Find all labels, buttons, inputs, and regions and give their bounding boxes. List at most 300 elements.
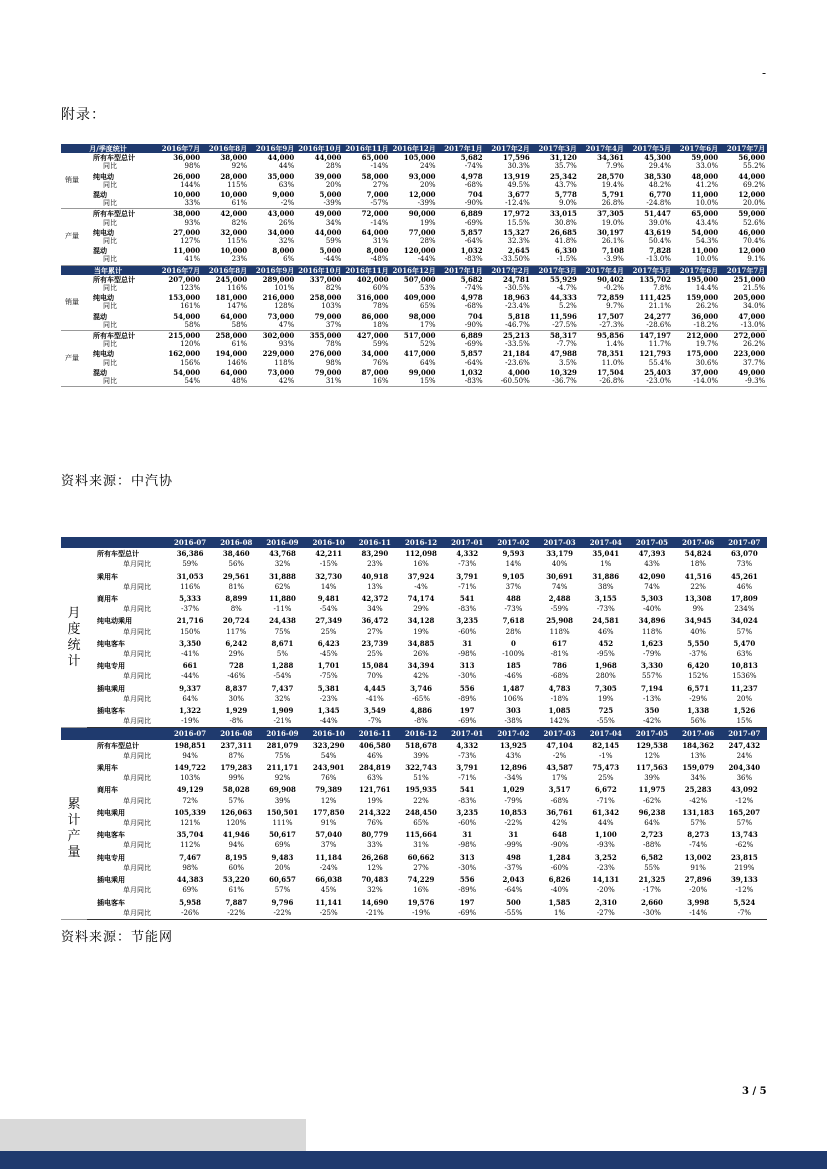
data-cell: 30,691 — [546, 571, 573, 581]
data-cell: 31,888 — [269, 571, 296, 581]
row-label: 所有车型总计 — [97, 740, 139, 750]
data-cell: 234% — [734, 605, 755, 614]
data-cell: 46,000 — [738, 227, 766, 237]
data-cell: 32,000 — [220, 227, 248, 237]
data-cell: 31,886 — [592, 571, 620, 581]
data-cell: 48,000 — [691, 171, 719, 181]
data-cell: 11.7% — [648, 340, 672, 349]
data-cell: 8,195 — [225, 852, 248, 862]
data-cell: -89% — [458, 694, 477, 703]
data-cell: 15.5% — [507, 218, 530, 227]
data-cell: 56,000 — [738, 153, 766, 163]
data-cell: -88% — [643, 841, 661, 850]
data-cell: 7,828 — [649, 246, 672, 256]
data-cell: -75% — [319, 672, 338, 681]
data-cell: 46% — [367, 751, 383, 760]
row-label: 所有车型总计 — [93, 209, 135, 219]
data-cell: -20% — [596, 886, 615, 895]
data-cell: 42,211 — [315, 549, 343, 559]
data-cell: 80,779 — [361, 830, 389, 840]
data-cell: 55.4% — [648, 358, 672, 367]
data-cell: -33.50% — [485, 255, 532, 265]
data-cell: -83% — [458, 605, 477, 614]
data-cell: 20% — [736, 694, 753, 703]
data-cell: 118% — [549, 627, 570, 636]
data-cell: 12% — [644, 751, 660, 760]
data-cell: 45,261 — [730, 571, 758, 581]
column-header: 2017年4月 — [579, 265, 626, 275]
data-cell: 47% — [249, 321, 296, 331]
data-cell: 7,108 — [602, 246, 624, 256]
data-cell: 6,826 — [548, 875, 571, 885]
data-cell: 93% — [278, 340, 295, 349]
data-cell: 41,516 — [684, 571, 712, 581]
data-cell: 31 — [508, 830, 519, 840]
row-label: 纯电动乘用 — [97, 616, 132, 626]
data-cell: 4,332 — [456, 740, 479, 750]
data-cell: 98% — [182, 863, 198, 872]
data-cell: 8,000 — [366, 246, 389, 256]
data-cell: 64% — [644, 819, 660, 828]
table-row — [61, 284, 767, 293]
data-cell: -73% — [458, 560, 477, 569]
data-cell: -74% — [464, 284, 483, 293]
column-header: 2016年9月 — [249, 144, 296, 153]
data-cell: 39,133 — [730, 875, 758, 885]
data-cell: 44,333 — [550, 293, 577, 303]
data-cell: 1,623 — [641, 638, 663, 648]
data-cell: 4,886 — [410, 706, 432, 716]
data-cell: 5,000 — [319, 246, 342, 256]
data-cell: 1.4% — [606, 340, 624, 349]
data-cell: 30,197 — [597, 227, 624, 237]
data-cell: 12% — [367, 863, 383, 872]
data-cell: 56% — [675, 716, 721, 728]
data-cell: 77,000 — [408, 227, 436, 237]
data-cell: 21.5% — [742, 284, 766, 293]
data-cell: 207,000 — [168, 274, 201, 284]
data-cell: 92% — [274, 774, 291, 783]
data-cell: 60% — [228, 863, 245, 872]
table-row — [61, 852, 767, 863]
data-cell: 58% — [202, 321, 249, 331]
data-cell: 17,507 — [597, 311, 624, 321]
data-cell: 44,000 — [314, 153, 342, 163]
data-cell: 229,000 — [262, 349, 295, 359]
data-cell: -90% — [438, 199, 485, 209]
table-row — [61, 340, 767, 349]
data-cell: 73,000 — [267, 311, 295, 321]
data-cell: 197 — [459, 897, 475, 907]
data-cell: 23,739 — [361, 638, 389, 648]
data-cell: -30.5% — [505, 284, 530, 293]
data-cell: 65% — [413, 819, 429, 828]
row-label: 纯电动 — [93, 349, 114, 359]
data-cell: 59% — [325, 237, 342, 246]
data-cell: -33.5% — [505, 340, 530, 349]
data-cell: 13,919 — [502, 171, 530, 181]
data-cell: 7.9% — [606, 162, 624, 171]
data-cell: 313 — [459, 661, 475, 671]
data-cell: 22% — [690, 582, 706, 591]
data-cell: 54,000 — [691, 227, 719, 237]
data-cell: 198,851 — [174, 740, 206, 750]
data-cell: 6,242 — [225, 638, 248, 648]
data-cell: 8,000 — [272, 246, 295, 256]
data-cell: -14% — [675, 908, 721, 920]
data-cell: 251,000 — [733, 274, 766, 284]
row-label: 单月同比 — [123, 672, 151, 681]
column-header: 2016-12 — [398, 728, 444, 740]
data-cell: 94% — [228, 841, 245, 850]
table-row — [61, 762, 767, 773]
data-cell: 22% — [413, 796, 429, 805]
column-header: 2017-06 — [675, 537, 721, 548]
table-row — [61, 784, 767, 795]
data-cell: -22% — [259, 908, 305, 920]
data-cell: 12,000 — [738, 190, 766, 200]
row-label: 单月同比 — [123, 819, 151, 828]
data-cell: 1,032 — [460, 367, 483, 377]
data-cell: 245,000 — [215, 274, 248, 284]
column-header: 2017年7月 — [720, 144, 767, 153]
data-cell: 30% — [228, 694, 245, 703]
data-cell: 7.8% — [653, 284, 672, 293]
data-cell: 43,000 — [267, 209, 295, 219]
data-cell: -44% — [390, 255, 437, 265]
data-cell: 43,092 — [730, 785, 758, 795]
table-row — [61, 807, 767, 818]
column-header: 2016-11 — [352, 728, 398, 740]
data-cell: -0.2% — [603, 284, 624, 293]
data-cell: 3,235 — [456, 807, 479, 817]
data-cell: 162,000 — [168, 349, 201, 359]
data-cell: -23.6% — [505, 358, 530, 367]
data-cell: 725 — [598, 706, 614, 716]
data-cell: 402,000 — [356, 274, 389, 284]
data-cell: -42% — [689, 796, 708, 805]
data-cell: 30.8% — [554, 218, 577, 227]
data-cell: -98% — [458, 841, 477, 850]
data-cell: 101% — [274, 284, 295, 293]
row-label: 单月同比 — [123, 605, 151, 614]
data-cell: 45% — [320, 886, 337, 895]
data-cell: 0 — [510, 638, 516, 648]
column-header: 2016年12月 — [392, 265, 436, 275]
data-cell: -12% — [735, 886, 754, 895]
data-cell: -68% — [464, 180, 483, 189]
data-cell: 69,908 — [269, 785, 296, 795]
data-cell: 27,349 — [315, 616, 343, 626]
data-cell: -46.7% — [485, 321, 532, 331]
data-cell: 31% — [413, 841, 429, 850]
data-cell: 13% — [690, 751, 706, 760]
data-cell: 55% — [644, 863, 660, 872]
data-cell: 70,483 — [361, 875, 389, 885]
column-header: 2017-07 — [721, 537, 767, 548]
data-cell: 11,237 — [730, 683, 758, 693]
data-cell: 556 — [459, 683, 475, 693]
data-cell: -2% — [552, 751, 567, 760]
data-cell: 1,085 — [548, 706, 571, 716]
column-header: 2016-07 — [167, 728, 213, 740]
page-mark: - — [762, 66, 767, 80]
data-cell: 99,000 — [408, 367, 436, 377]
data-cell: 33.0% — [695, 162, 719, 171]
data-cell: 1,701 — [317, 661, 340, 671]
data-cell: 76% — [367, 819, 383, 828]
column-header: 2016年10月 — [298, 144, 342, 153]
data-cell: 54% — [155, 377, 202, 387]
data-cell: -14% — [370, 218, 389, 227]
data-cell: 42% — [551, 819, 568, 828]
data-cell: -37% — [181, 605, 200, 614]
data-cell: 11,975 — [638, 785, 666, 795]
data-cell: 58,317 — [550, 331, 577, 341]
data-cell: 5,000 — [319, 190, 342, 200]
row-label: 单月同比 — [123, 886, 151, 895]
row-label: 单月同比 — [123, 774, 151, 783]
row-label: 同比 — [103, 218, 117, 227]
table-row — [61, 649, 767, 660]
data-cell: 40% — [551, 560, 568, 569]
data-cell: 197 — [459, 706, 475, 716]
data-cell: -73% — [596, 605, 615, 614]
data-cell: 8,273 — [687, 830, 710, 840]
data-cell: -34% — [504, 774, 523, 783]
data-cell: 9,337 — [179, 683, 202, 693]
data-cell: 64,000 — [220, 311, 248, 321]
data-cell: 11,184 — [315, 852, 343, 862]
data-cell: 128% — [274, 302, 295, 311]
table-row — [61, 199, 767, 209]
data-cell: 488 — [506, 594, 521, 604]
data-cell: 541 — [459, 594, 475, 604]
data-cell: 284,819 — [359, 763, 391, 773]
data-cell: 74% — [644, 582, 660, 591]
data-cell: 6,770 — [649, 190, 672, 200]
data-cell: 39.0% — [648, 218, 672, 227]
data-cell: -39% — [296, 199, 343, 209]
row-label: 纯电乘用 — [97, 807, 125, 817]
data-cell: 65,000 — [361, 153, 389, 163]
data-cell: 49,129 — [176, 785, 204, 795]
data-cell: 11,000 — [173, 246, 201, 256]
data-cell: 50,617 — [269, 830, 296, 840]
row-label: 同比 — [103, 162, 117, 171]
data-cell: 1,585 — [548, 897, 571, 907]
data-cell: 86,000 — [361, 311, 389, 321]
data-cell: -26.8% — [579, 377, 626, 387]
group-label: 产量 — [61, 209, 83, 265]
data-cell: 9,593 — [502, 549, 525, 559]
row-label: 单月同比 — [123, 863, 151, 872]
data-cell: -68% — [550, 796, 569, 805]
data-cell: 27% — [413, 863, 429, 872]
column-header: 2017-07 — [721, 728, 767, 740]
data-cell: 24% — [736, 751, 753, 760]
data-cell: 103% — [180, 774, 201, 783]
row-label: 单月同比 — [123, 751, 151, 760]
data-cell: 34,128 — [407, 616, 435, 626]
data-cell: 49,000 — [738, 367, 766, 377]
column-header: 2017年5月 — [626, 144, 673, 153]
data-cell: 39% — [413, 751, 429, 760]
data-cell: 25,283 — [684, 785, 712, 795]
group-label: 月 度 统 计 — [61, 548, 87, 728]
data-cell: 123% — [180, 284, 201, 293]
data-cell: 34,361 — [597, 153, 624, 163]
data-cell: 59,000 — [738, 209, 766, 219]
row-label: 纯电专用 — [97, 661, 125, 671]
data-cell: 19% — [598, 694, 614, 703]
data-cell: 8,899 — [225, 594, 248, 604]
row-label: 单月同比 — [123, 582, 151, 591]
data-cell: 498 — [506, 852, 521, 862]
column-header: 2017年2月 — [485, 144, 532, 153]
data-cell: -55% — [490, 908, 536, 920]
table-row — [61, 796, 767, 807]
data-cell: 47,000 — [738, 311, 766, 321]
data-cell: -9.3% — [720, 377, 767, 387]
data-cell: 92% — [231, 162, 248, 171]
data-cell: 118% — [641, 627, 662, 636]
data-cell: 52.6% — [742, 218, 766, 227]
data-cell: 54,000 — [173, 311, 201, 321]
data-cell: -45% — [319, 650, 338, 659]
table-row — [61, 627, 767, 638]
data-cell: 44% — [598, 819, 614, 828]
data-cell: 313 — [459, 852, 475, 862]
data-cell: -38% — [490, 716, 536, 728]
row-label: 纯电动 — [93, 227, 114, 237]
data-cell: 185 — [506, 661, 521, 671]
data-cell: 76% — [372, 358, 389, 367]
data-cell: 175,000 — [686, 349, 719, 359]
data-cell: 19,576 — [407, 897, 435, 907]
row-label: 纯电动 — [93, 293, 114, 303]
data-cell: 21,325 — [638, 875, 666, 885]
data-cell: 35,704 — [176, 830, 204, 840]
data-cell: 73,000 — [267, 367, 295, 377]
data-cell: -27.3% — [579, 321, 626, 331]
data-cell: 147,197 — [639, 331, 672, 341]
data-cell: 15,327 — [502, 227, 530, 237]
data-cell: 219% — [734, 863, 755, 872]
data-cell: -36.7% — [532, 377, 579, 387]
data-cell: -83% — [438, 255, 485, 265]
row-label: 插电客车 — [97, 706, 125, 716]
row-label: 商用车 — [97, 594, 118, 604]
data-cell: 105,339 — [174, 807, 206, 817]
data-cell: -21% — [352, 908, 398, 920]
data-cell: -26% — [167, 908, 213, 920]
data-cell: 36,000 — [173, 153, 201, 163]
data-cell: -79% — [504, 796, 523, 805]
data-cell: 23% — [367, 560, 383, 569]
data-cell: 35,000 — [267, 171, 295, 181]
table-row — [61, 694, 767, 705]
data-cell: 26,268 — [361, 852, 389, 862]
data-cell: -22% — [213, 908, 259, 920]
data-cell: 5,791 — [602, 190, 624, 200]
data-cell: -60.50% — [485, 377, 532, 387]
data-cell: 11,141 — [315, 897, 343, 907]
data-cell: 417,000 — [403, 349, 436, 359]
data-cell: 43.7% — [554, 180, 577, 189]
data-cell: 9,483 — [271, 852, 294, 862]
data-cell: 13,743 — [730, 830, 758, 840]
data-cell: 5,682 — [460, 274, 483, 284]
data-cell: 2,310 — [594, 897, 617, 907]
data-cell: -29% — [689, 694, 708, 703]
data-cell: 25% — [367, 650, 383, 659]
data-cell: -23% — [596, 863, 615, 872]
data-cell: 37,924 — [407, 571, 435, 581]
data-cell: -14% — [370, 162, 389, 171]
data-cell: 8,837 — [225, 683, 248, 693]
data-cell: -1% — [599, 751, 613, 760]
data-cell: 50.4% — [648, 237, 672, 246]
data-cell: 1,284 — [548, 852, 571, 862]
data-cell: 66,038 — [315, 875, 343, 885]
data-cell: 103% — [321, 302, 342, 311]
data-cell: 51,447 — [644, 209, 672, 219]
data-cell: 8,671 — [271, 638, 294, 648]
data-cell: -20% — [689, 886, 708, 895]
column-header: 2017-01 — [444, 537, 490, 548]
data-cell: 43,619 — [644, 227, 672, 237]
source-nev: 资料来源：节能网 — [61, 929, 174, 945]
data-cell: 409,000 — [403, 293, 436, 303]
data-cell: 177,850 — [312, 807, 345, 817]
row-label: 同比 — [83, 377, 155, 387]
data-cell: 53,220 — [222, 875, 250, 885]
data-cell: 7,000 — [366, 190, 389, 200]
data-cell: 127% — [180, 237, 201, 246]
data-cell: 10.0% — [673, 199, 720, 209]
data-cell: 35.7% — [554, 162, 577, 171]
data-cell: -18.2% — [673, 321, 720, 331]
data-cell: -7% — [721, 908, 767, 920]
data-cell: 4,332 — [456, 549, 479, 559]
data-cell: 303 — [506, 706, 521, 716]
table-row — [61, 705, 767, 716]
data-cell: 47,988 — [550, 349, 577, 359]
table-corner-cell: 当年累计 — [61, 265, 155, 275]
data-cell: 3,252 — [594, 852, 617, 862]
data-cell: 43,587 — [546, 763, 573, 773]
column-header: 2017-04 — [583, 728, 629, 740]
data-cell: 121% — [180, 819, 201, 828]
data-cell: 30.6% — [695, 358, 719, 367]
data-cell: -18% — [550, 694, 569, 703]
data-cell: -73% — [504, 605, 523, 614]
row-label: 混动 — [93, 367, 107, 377]
data-cell: 25,213 — [502, 331, 530, 341]
data-cell: 52% — [420, 340, 436, 349]
table-row — [61, 237, 767, 246]
data-cell: 70% — [367, 672, 383, 681]
data-cell: 72,859 — [597, 293, 624, 303]
row-label: 所有车型总计 — [97, 549, 139, 559]
data-cell: -71% — [596, 796, 615, 805]
data-cell: 276,000 — [309, 349, 342, 359]
column-header: 2016-10 — [306, 537, 352, 548]
data-cell: 20% — [325, 180, 342, 189]
data-cell: -46% — [227, 672, 246, 681]
data-cell: 34,945 — [684, 616, 712, 626]
